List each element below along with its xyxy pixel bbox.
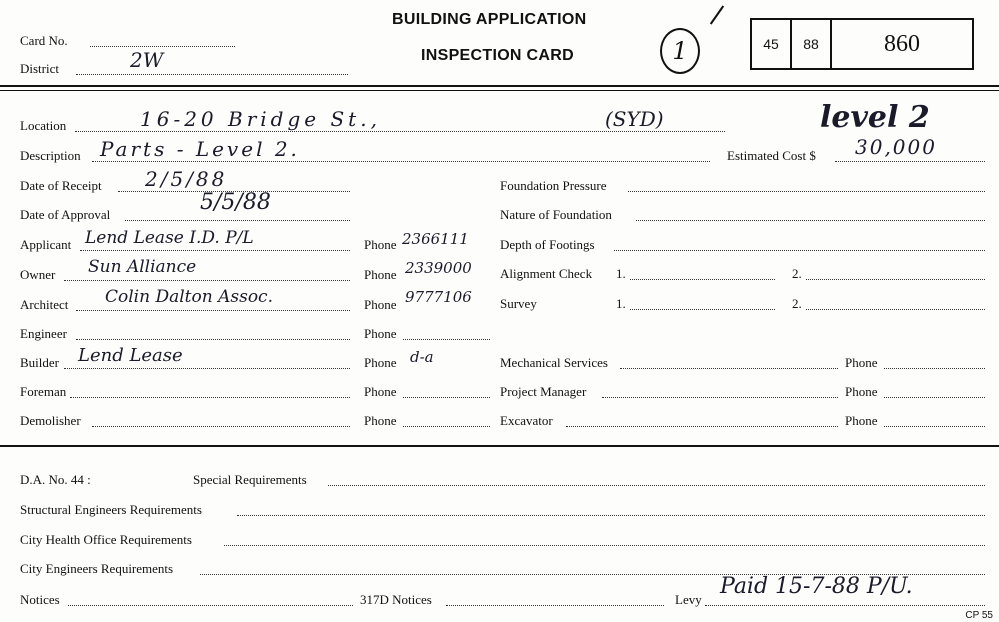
- demolisher-phone-field: [403, 426, 490, 427]
- applicant-label: Applicant: [20, 237, 72, 252]
- district-value: 2W: [130, 48, 164, 72]
- project-manager-field: [602, 397, 838, 398]
- excavator-label: Excavator: [500, 413, 553, 428]
- owner-value: Sun Alliance: [88, 257, 197, 277]
- architect-value: Colin Dalton Assoc.: [105, 287, 273, 307]
- nature-foundation-label: Nature of Foundation: [500, 207, 612, 222]
- owner-label: Owner: [20, 267, 56, 282]
- location-label: Location: [20, 118, 67, 133]
- builder-value: Lend Lease: [78, 345, 183, 366]
- description-value: Parts - Level 2.: [100, 137, 300, 161]
- card-no-label: Card No.: [20, 33, 68, 48]
- depth-footings-label: Depth of Footings: [500, 237, 595, 252]
- structural-requirements-field: [237, 515, 985, 516]
- applicant-field: [80, 250, 350, 251]
- divider-top-thin: [0, 90, 999, 91]
- engineer-phone-field: [403, 339, 490, 340]
- depth-footings-field: [614, 250, 985, 251]
- level-note: level 2: [820, 100, 930, 135]
- levy-label: Levy: [675, 592, 702, 607]
- health-requirements-label: City Health Office Requirements: [20, 532, 192, 547]
- architect-label: Architect: [20, 297, 69, 312]
- district-label: District: [20, 61, 59, 76]
- alignment-check-label: Alignment Check: [500, 266, 593, 281]
- special-requirements-field: [328, 485, 985, 486]
- date-receipt-value: 2/5/88: [145, 167, 228, 191]
- applicant-value: Lend Lease I.D. P/L: [85, 228, 254, 248]
- levy-field: [705, 605, 985, 606]
- alignment-check-2-field: [806, 279, 985, 280]
- description-label: Description: [20, 148, 81, 163]
- notices-label: Notices: [20, 592, 60, 607]
- date-receipt-label: Date of Receipt: [20, 178, 102, 193]
- demolisher-label: Demolisher: [20, 413, 81, 428]
- engineer-label: Engineer: [20, 326, 67, 341]
- engineer-field: [76, 339, 350, 340]
- mechanical-field: [620, 368, 838, 369]
- builder-phone: d-a: [410, 348, 434, 366]
- structural-requirements-label: Structural Engineers Requirements: [20, 502, 202, 517]
- builder-field: [64, 368, 350, 369]
- circled-number: 1: [660, 28, 700, 74]
- location-note: (SYD): [605, 107, 664, 131]
- survey-2: 2.: [792, 296, 802, 311]
- builder-phone-label: Phone: [364, 355, 397, 370]
- survey-2-field: [806, 309, 985, 310]
- title-line-2: INSPECTION CARD: [421, 47, 574, 64]
- project-manager-phone-field: [884, 397, 985, 398]
- date-approval-field: [125, 220, 350, 221]
- mechanical-phone-field: [884, 368, 985, 369]
- engineer-phone-label: Phone: [364, 326, 397, 341]
- foreman-phone-field: [403, 397, 490, 398]
- divider-bottom: [0, 445, 999, 447]
- project-manager-label: Project Manager: [500, 384, 587, 399]
- notices-317-field: [446, 605, 664, 606]
- ref-box-1: 45: [752, 20, 792, 68]
- foreman-field: [70, 397, 350, 398]
- reference-boxes: [750, 18, 974, 70]
- excavator-phone-field: [884, 426, 985, 427]
- excavator-phone-label: Phone: [845, 413, 878, 428]
- estimated-cost-label: Estimated Cost $: [727, 148, 816, 163]
- mechanical-label: Mechanical Services: [500, 355, 608, 370]
- ref-box-2: 88: [792, 20, 832, 68]
- form-code: CP 55: [965, 610, 993, 621]
- description-field: [92, 161, 710, 162]
- builder-label: Builder: [20, 355, 59, 370]
- estimated-cost-field: [835, 161, 985, 162]
- date-approval-value: 5/5/88: [200, 190, 271, 215]
- date-approval-label: Date of Approval: [20, 207, 111, 222]
- applicant-phone: 2366111: [402, 230, 469, 248]
- architect-field: [76, 310, 350, 311]
- location-value: 16-20 Bridge St.,: [140, 107, 381, 131]
- notices-317-label: 317D Notices: [360, 592, 432, 607]
- alignment-check-2: 2.: [792, 266, 802, 281]
- owner-field: [64, 280, 350, 281]
- owner-phone: 2339000: [405, 259, 472, 277]
- district-field: [76, 74, 348, 75]
- foundation-pressure-field: [628, 191, 985, 192]
- foreman-label: Foreman: [20, 384, 67, 399]
- architect-phone-label: Phone: [364, 297, 397, 312]
- survey-1-field: [630, 309, 775, 310]
- card-no-field: [90, 46, 235, 47]
- nature-foundation-field: [636, 220, 985, 221]
- mechanical-phone-label: Phone: [845, 355, 878, 370]
- architect-phone: 9777106: [405, 288, 472, 306]
- estimated-cost-value: 30,000: [855, 135, 937, 159]
- tick-mark: [710, 5, 724, 24]
- owner-phone-label: Phone: [364, 267, 397, 282]
- divider-top: [0, 85, 999, 87]
- alignment-check-1-field: [630, 279, 775, 280]
- applicant-phone-label: Phone: [364, 237, 397, 252]
- survey-label: Survey: [500, 296, 537, 311]
- survey-1: 1.: [616, 296, 626, 311]
- foreman-phone-label: Phone: [364, 384, 397, 399]
- demolisher-field: [92, 426, 350, 427]
- city-engineers-label: City Engineers Requirements: [20, 561, 174, 576]
- location-field: [75, 131, 725, 132]
- foundation-pressure-label: Foundation Pressure: [500, 178, 607, 193]
- levy-value: Paid 15-7-88 P/U.: [720, 574, 913, 599]
- excavator-field: [566, 426, 838, 427]
- health-requirements-field: [224, 545, 985, 546]
- demolisher-phone-label: Phone: [364, 413, 397, 428]
- notices-field: [68, 605, 353, 606]
- special-requirements-label: Special Requirements: [193, 472, 307, 487]
- alignment-check-1: 1.: [616, 266, 626, 281]
- project-manager-phone-label: Phone: [845, 384, 878, 399]
- title-line-1: BUILDING APPLICATION: [392, 11, 587, 28]
- ref-box-3: 860: [884, 30, 920, 57]
- da-no-label: D.A. No. 44 :: [20, 472, 91, 487]
